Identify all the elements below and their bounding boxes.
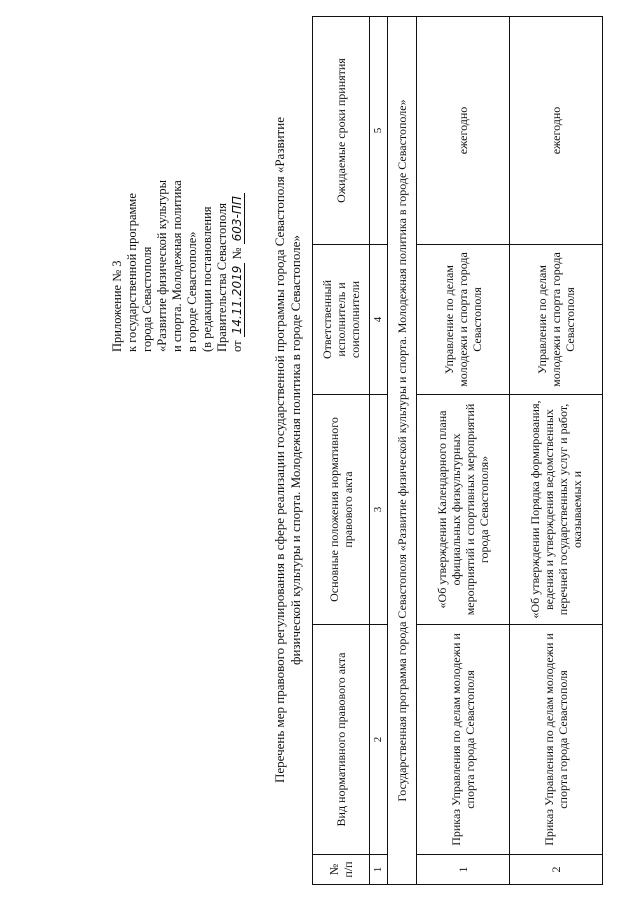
measures-table — [312, 16, 603, 885]
row-term: ежегодно — [510, 17, 603, 245]
row-act-type: Приказ Управления по делам молодежи и спорта города Севастополя — [510, 625, 603, 855]
row-executor: Управление по делам молодежи и спорта города Севастополя — [417, 245, 510, 395]
row-provisions: «Об утверждении Порядка формирования, ведения и утверждения ведомственных перечней государственных услуг и работ, оказываемых и — [528, 400, 584, 619]
appendix-line: Приложение № 3 — [110, 260, 124, 352]
handwritten-date: 14.11.2019 — [230, 263, 245, 338]
appendix-date-line — [230, 52, 245, 352]
appendix-block — [110, 52, 245, 352]
title-line-1: Перечень мер правового регулирования в сфере реализации государственной программы города Севастополя «Развитие — [272, 117, 287, 783]
appendix-line: города Севастополя — [140, 246, 154, 352]
appendix-line: (в редакции постановления — [200, 206, 214, 352]
program-cell: Государственная программа города Севастополя «Развитие физической культуры и спорта. Молодежная политика в городе Севастополе» — [388, 17, 417, 885]
appendix-line: и спорта. Молодежная политика — [170, 180, 184, 352]
appendix-line: «Развитие физической культуры — [155, 180, 169, 352]
row-term: ежегодно — [417, 17, 510, 245]
appendix-line: к государственной программе — [125, 193, 139, 352]
header-cell-executor: Ответственный исполнитель и соисполнители — [313, 245, 370, 395]
table-row — [417, 17, 510, 885]
row-act-type: Приказ Управления по делам молодежи и спорта города Севастополя — [417, 625, 510, 855]
row-executor: Управление по делам молодежи и спорта города Севастополя — [510, 245, 603, 395]
header-cell-act-type: Вид нормативного правового акта — [313, 625, 370, 855]
handwritten-number: 603-ПП — [230, 193, 245, 244]
column-number: 5 — [370, 17, 388, 245]
program-row — [388, 17, 417, 885]
row-number: 1 — [417, 855, 510, 885]
row-provisions: «Об утверждении Календарного плана официальных физкультурных мероприятий и спортивных мероприятий города Севастополя» — [417, 395, 510, 625]
from-label: от — [230, 340, 244, 352]
row-provisions-cell — [510, 395, 603, 625]
column-number: 3 — [370, 395, 388, 625]
column-number: 2 — [370, 625, 388, 855]
number-label: № — [230, 247, 244, 260]
appendix-line: в городе Севастополе» — [185, 231, 199, 352]
column-number-row — [370, 17, 388, 885]
header-cell-num: № п/п — [313, 855, 370, 885]
title-line-2: физической культуры и спорта. Молодежная политика в городе Севастополе» — [288, 235, 303, 665]
header-cell-provisions: Основные положения нормативного правового акта — [313, 395, 370, 625]
row-number: 2 — [510, 855, 603, 885]
column-number: 1 — [370, 855, 388, 885]
document-title — [272, 25, 304, 875]
column-number: 4 — [370, 245, 388, 395]
header-cell-term: Ожидаемые сроки принятия — [313, 17, 370, 245]
header-row — [313, 17, 370, 885]
table-row — [510, 17, 603, 885]
appendix-line: Правительства Севастополя — [215, 203, 229, 352]
